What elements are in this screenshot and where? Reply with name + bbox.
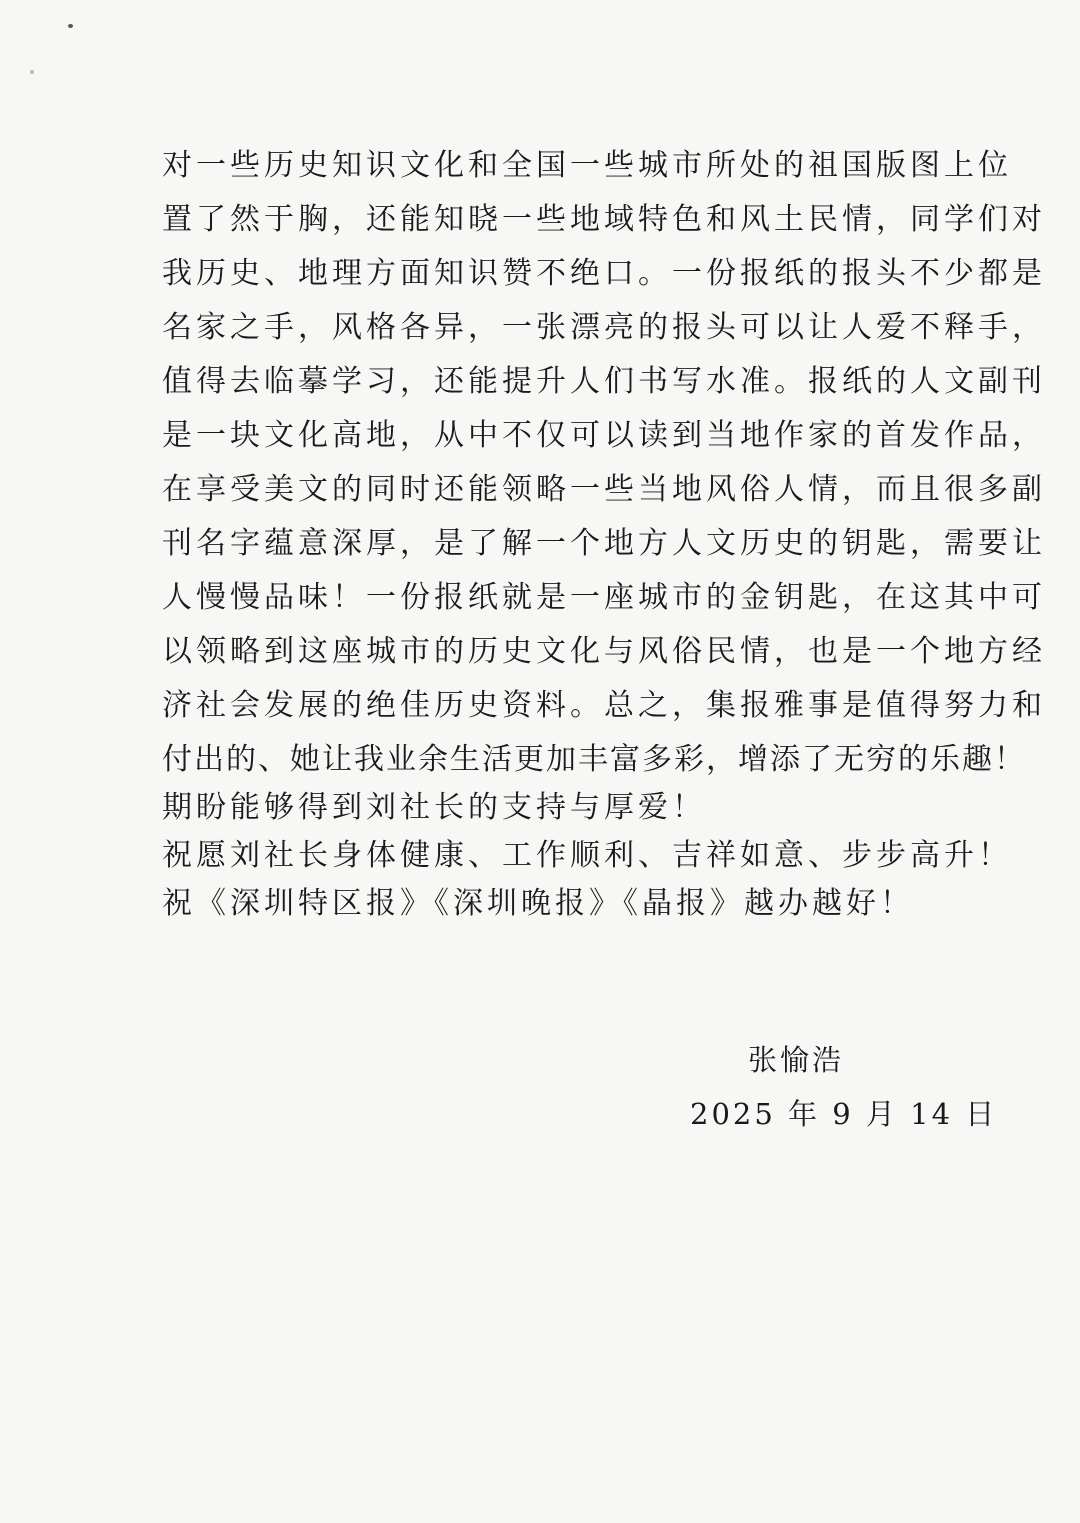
signature-name: 张愉浩 (748, 1043, 845, 1077)
scan-speck (68, 24, 73, 28)
letter-line: 在享受美文的同时还能领略一些当地风俗人情，而且很多副 (162, 472, 1046, 507)
letter-line: 祝愿刘社长身体健康、工作顺利、吉祥如意、步步高升！ (162, 838, 1012, 873)
letter-line: 对一些历史知识文化和全国一些城市所处的祖国版图上位 (162, 148, 1012, 183)
letter-line: 是一块文化高地，从中不仅可以读到当地作家的首发作品， (162, 418, 1046, 453)
letter-line: 刊名字蕴意深厚，是了解一个地方人文历史的钥匙，需要让 (162, 526, 1046, 561)
signature-date: 2025 年 9 月 14 日 (690, 1097, 998, 1131)
letter-line: 祝《深圳特区报》《深圳晚报》《晶报》越办越好！ (162, 886, 914, 921)
letter-line: 我历史、地理方面知识赞不绝口。一份报纸的报头不少都是 (162, 256, 1046, 291)
letter-line: 值得去临摹学习，还能提升人们书写水准。报纸的人文副刊 (162, 364, 1046, 399)
letter-line: 期盼能够得到刘社长的支持与厚爱！ (162, 790, 706, 825)
letter-line: 置了然于胸，还能知晓一些地域特色和风土民情，同学们对 (162, 202, 1046, 237)
letter-line: 以领略到这座城市的历史文化与风俗民情，也是一个地方经 (162, 634, 1046, 669)
letter-line: 人慢慢品味！一份报纸就是一座城市的金钥匙，在这其中可 (162, 580, 1046, 615)
scan-speck (30, 70, 34, 74)
letter-line: 付出的、她让我业余生活更加丰富多彩，增添了无穷的乐趣！ (162, 742, 1026, 777)
letter-line: 名家之手，风格各异，一张漂亮的报头可以让人爱不释手， (162, 310, 1046, 345)
letter-line: 济社会发展的绝佳历史资料。总之，集报雅事是值得努力和 (162, 688, 1046, 723)
